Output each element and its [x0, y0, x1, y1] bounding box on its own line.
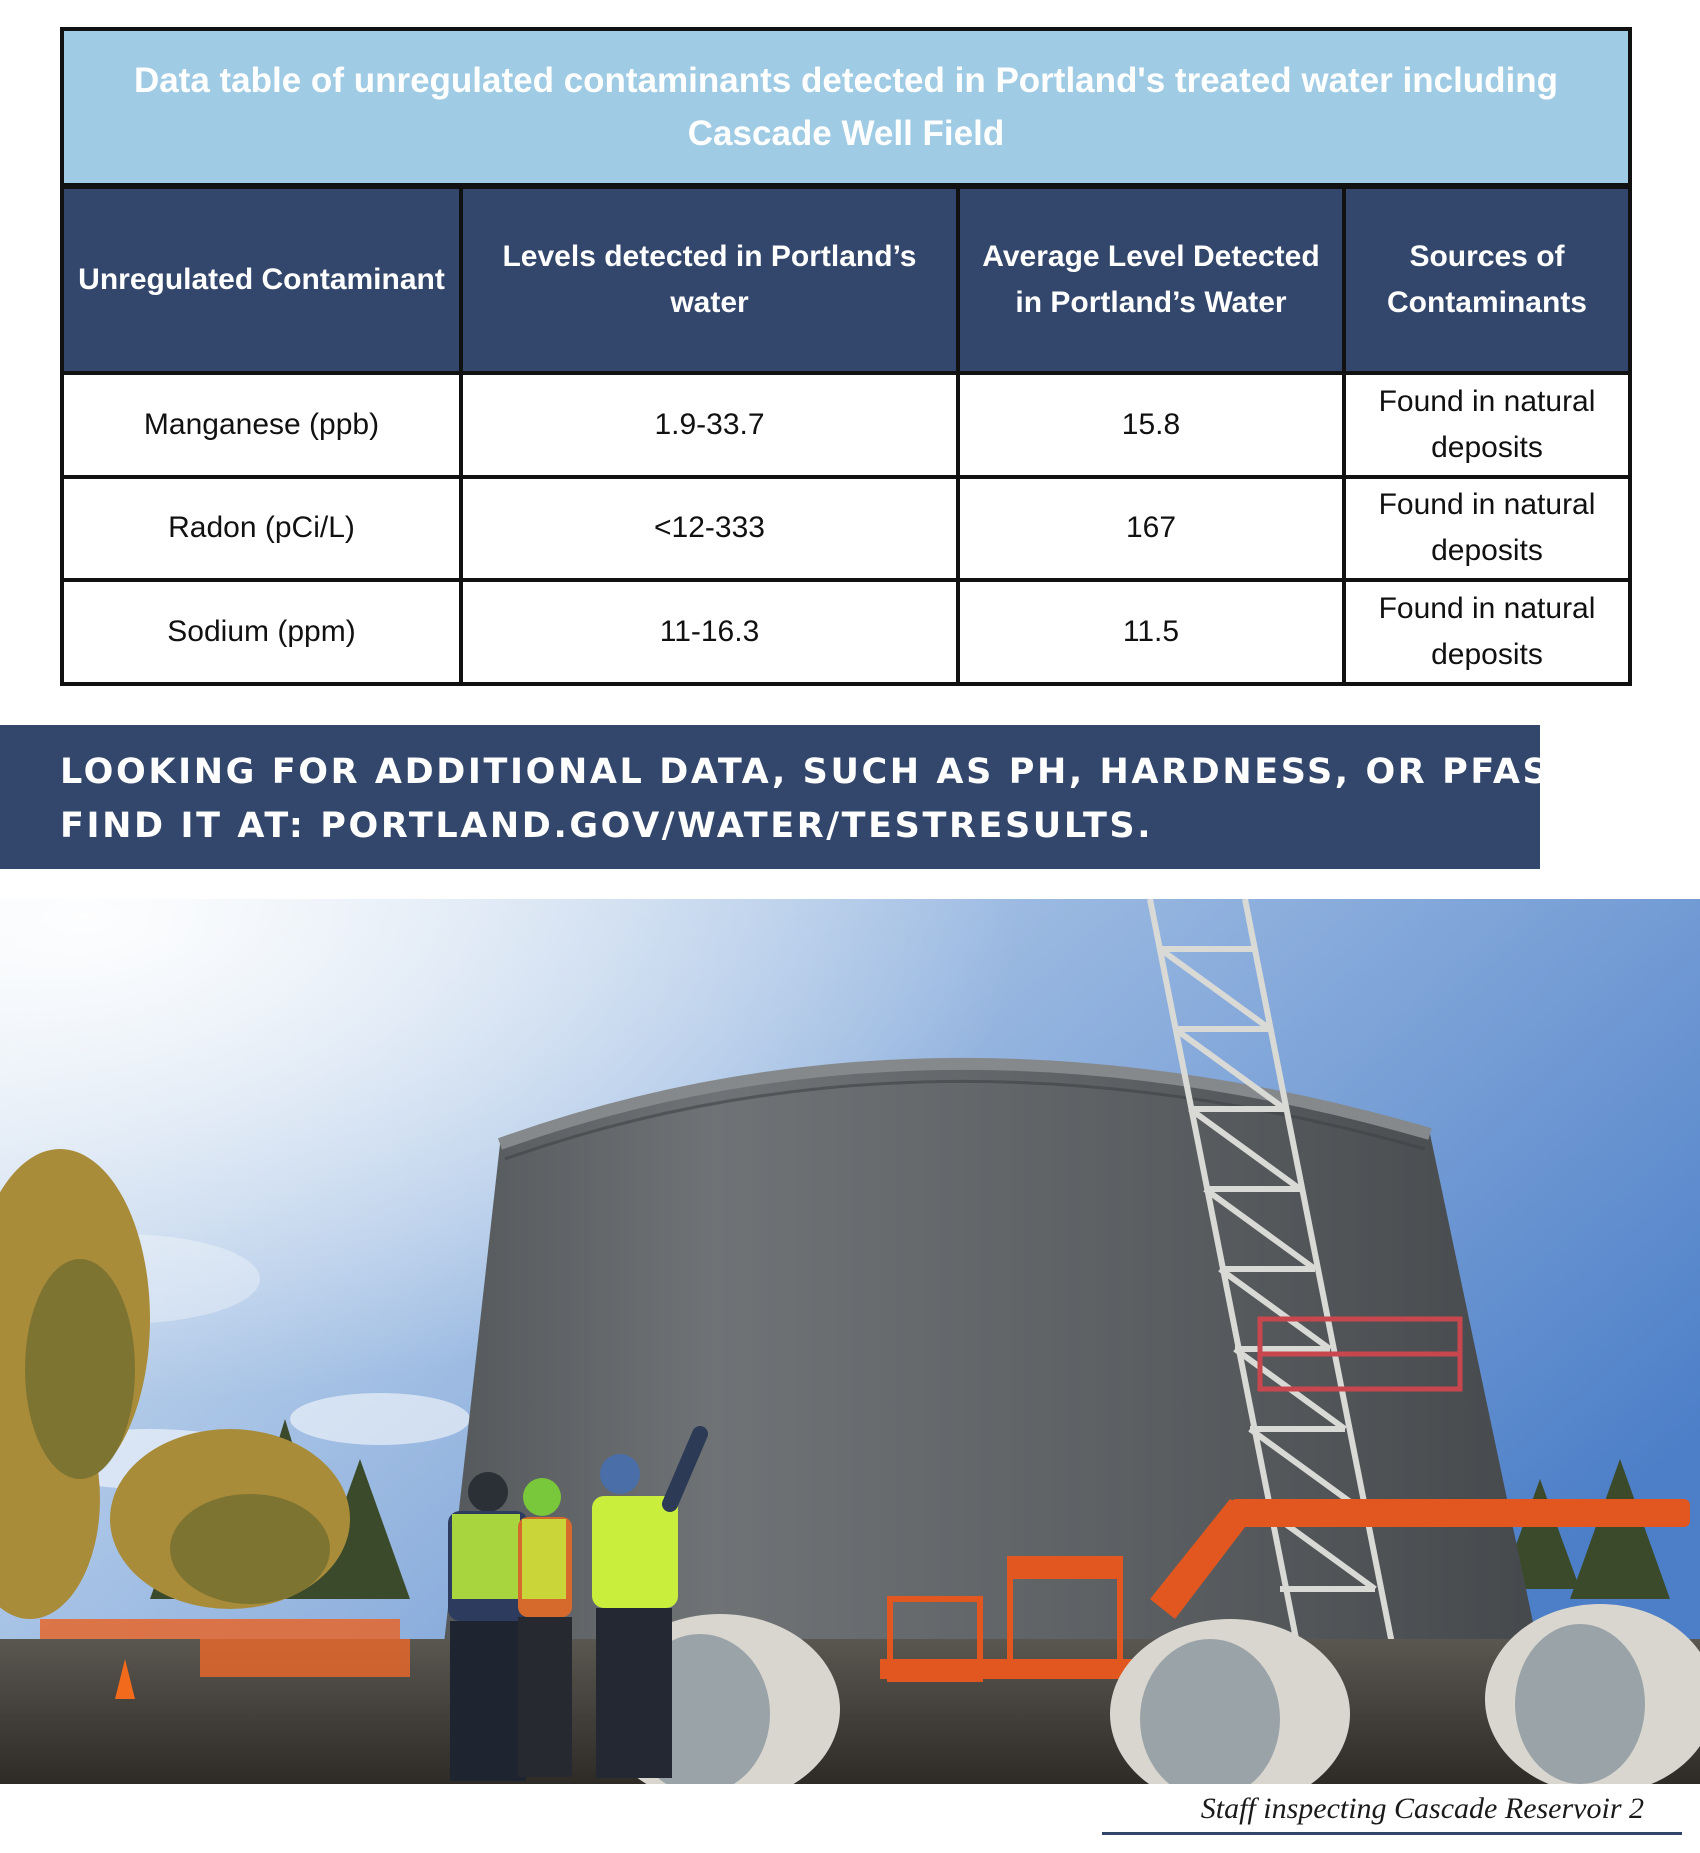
- photo-caption: Staff inspecting Cascade Reservoir 2: [1200, 1792, 1644, 1825]
- cell-contaminant: Sodium (ppm): [62, 580, 461, 684]
- table-title-row: [62, 29, 1630, 186]
- column-header-contaminant: Unregulated Contaminant: [62, 186, 461, 373]
- banner-line-url[interactable]: FIND IT AT: PORTLAND.GOV/WATER/TESTRESULTS.: [60, 806, 1154, 846]
- banner-line-question: LOOKING FOR ADDITIONAL DATA, SUCH AS PH, HARDNESS, OR PFAS?: [60, 752, 1574, 792]
- table-row: [62, 580, 1630, 684]
- cell-average-level: 167: [958, 477, 1344, 581]
- caption-underline: [1102, 1832, 1682, 1835]
- cell-source: Found in natural deposits: [1344, 580, 1630, 684]
- table-title: Data table of unregulated contaminants detected in Portland's treated water including Cascade Well Field: [62, 29, 1630, 186]
- cell-average-level: 11.5: [958, 580, 1344, 684]
- additional-data-banner: [0, 725, 1574, 869]
- table-row: [62, 373, 1630, 477]
- cell-levels-detected: <12-333: [461, 477, 958, 581]
- cell-source: Found in natural deposits: [1344, 477, 1630, 581]
- cell-source: Found in natural deposits: [1344, 373, 1630, 477]
- cell-contaminant: Manganese (ppb): [62, 373, 461, 477]
- column-header-levels-detected: Levels detected in Portland’s water: [461, 186, 958, 373]
- column-header-average-level: Average Level Detected in Portland’s Water: [958, 186, 1344, 373]
- table-header-row: [62, 186, 1630, 373]
- table-row: [62, 477, 1630, 581]
- reservoir-photo: [0, 899, 1700, 1784]
- contaminants-table: [60, 27, 1632, 686]
- cell-levels-detected: 1.9-33.7: [461, 373, 958, 477]
- column-header-sources: Sources of Contaminants: [1344, 186, 1630, 373]
- cell-average-level: 15.8: [958, 373, 1344, 477]
- cell-contaminant: Radon (pCi/L): [62, 477, 461, 581]
- cell-levels-detected: 11-16.3: [461, 580, 958, 684]
